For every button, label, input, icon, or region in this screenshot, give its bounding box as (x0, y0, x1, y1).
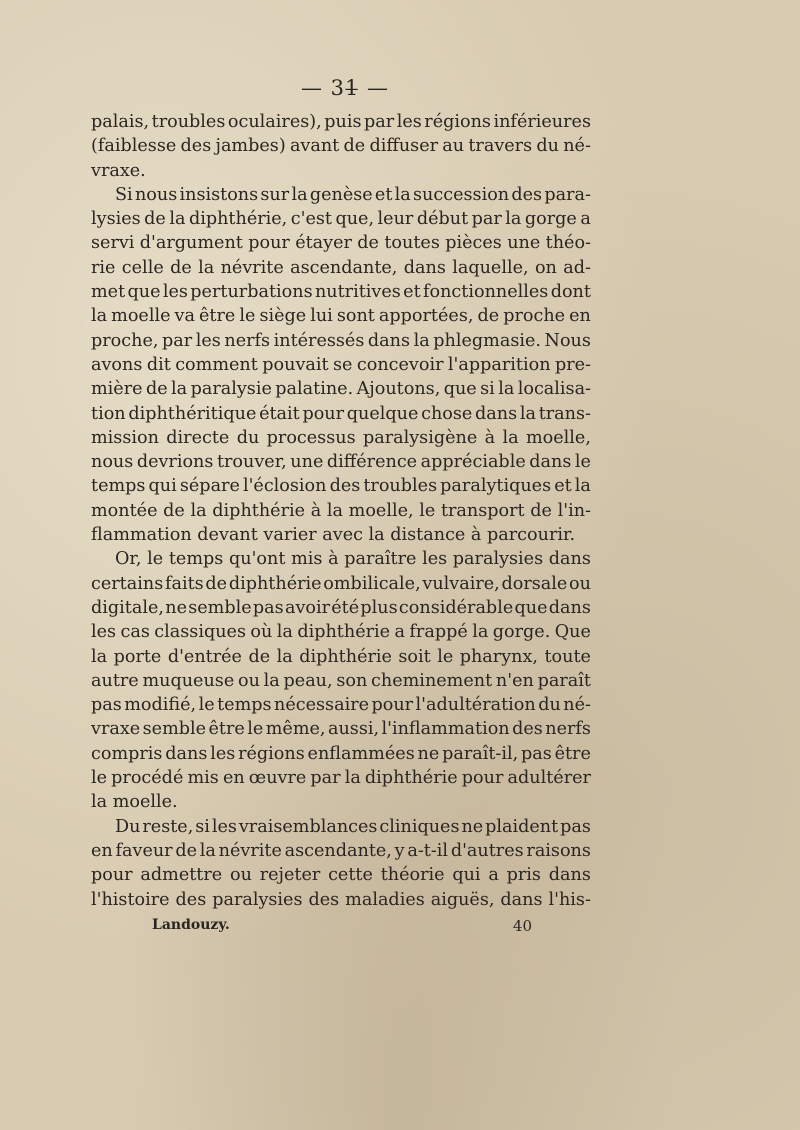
text-line: flammation devant varier avec la distance à parcourir. (91, 525, 576, 546)
text-line: tion diphthéritique était pour quelque chose dans la trans- (91, 403, 591, 424)
text-line: avons dit comment pouvait se concevoir l'apparition pre- (91, 354, 591, 375)
text-line: (faiblesse des jambes) avant de diffuser au travers du né- (91, 136, 591, 157)
text-line: temps qui sépare l'éclosion des troubles paralytiques et la (91, 476, 591, 497)
page-number: — 31̶̶ — (300, 76, 390, 100)
text-line: met que les perturbations nutritives et fonctionnelles dont (91, 282, 591, 303)
text-line: l'histoire des paralysies des maladies aiguës, dans l'his- (91, 889, 591, 910)
page-footer (152, 917, 532, 935)
text-line: rie celle de la névrite ascendante, dans laquelle, on ad- (91, 257, 591, 278)
text-line: vraxe. (91, 160, 146, 181)
text-line: nous devrions trouver, une différence appréciable dans le (91, 452, 591, 473)
text-line: certains faits de diphthérie ombilicale, vulvaire, dorsale ou (91, 573, 591, 594)
text-line: Or, le temps qu'ont mis à paraître les paralysies dans (115, 549, 591, 570)
text-line: Si nous insistons sur la genèse et la succession des para- (115, 184, 591, 205)
text-line: lysies de la diphthérie, c'est que, leur début par la gorge a (91, 209, 591, 230)
text-line: Du reste, si les vraisemblances cliniques ne plaident pas (115, 816, 591, 837)
text-line: compris dans les régions enflammées ne paraît-il, pas être (91, 743, 591, 764)
text-line: la moelle. (91, 792, 178, 813)
printer-signature: Landouzy. (152, 917, 230, 933)
text-line: pour admettre ou rejeter cette théorie qui a pris dans (91, 865, 591, 886)
text-line: mière de la paralysie palatine. Ajoutons, que si la localisa- (91, 379, 591, 400)
body-text (91, 110, 591, 912)
text-line: les cas classiques où la diphthérie a frappé la gorge. Que (91, 622, 591, 643)
text-line: palais, troubles oculaires), puis par les régions inférieures (91, 112, 591, 132)
text-line: la porte d'entrée de la diphthérie soit le pharynx, toute (91, 646, 591, 667)
text-line: vraxe semble être le même, aussi, l'inflammation des nerfs (91, 719, 591, 740)
text-line: digitale, ne semble pas avoir été plus considérable que dans (91, 597, 591, 618)
text-line: montée de la diphthérie à la moelle, le transport de l'in- (91, 500, 591, 521)
sheet-number: 40 (512, 917, 532, 935)
text-line: en faveur de la névrite ascendante, y a-t-il d'autres raisons (91, 840, 591, 861)
text-line: autre muqueuse ou la peau, son cheminement n'en paraît (91, 670, 591, 691)
text-line: mission directe du processus paralysigène à la moelle, (91, 427, 591, 448)
text-line: servi d'argument pour étayer de toutes pièces une théo- (91, 233, 591, 254)
text-line: la moelle va être le siège lui sont apportées, de proche en (91, 306, 591, 327)
text-line: pas modifié, le temps nécessaire pour l'adultération du né- (91, 695, 591, 716)
text-line: le procédé mis en œuvre par la diphthérie pour adultérer (91, 768, 591, 789)
text-line: proche, par les nerfs intéressés dans la phlegmasie. Nous (91, 330, 591, 351)
